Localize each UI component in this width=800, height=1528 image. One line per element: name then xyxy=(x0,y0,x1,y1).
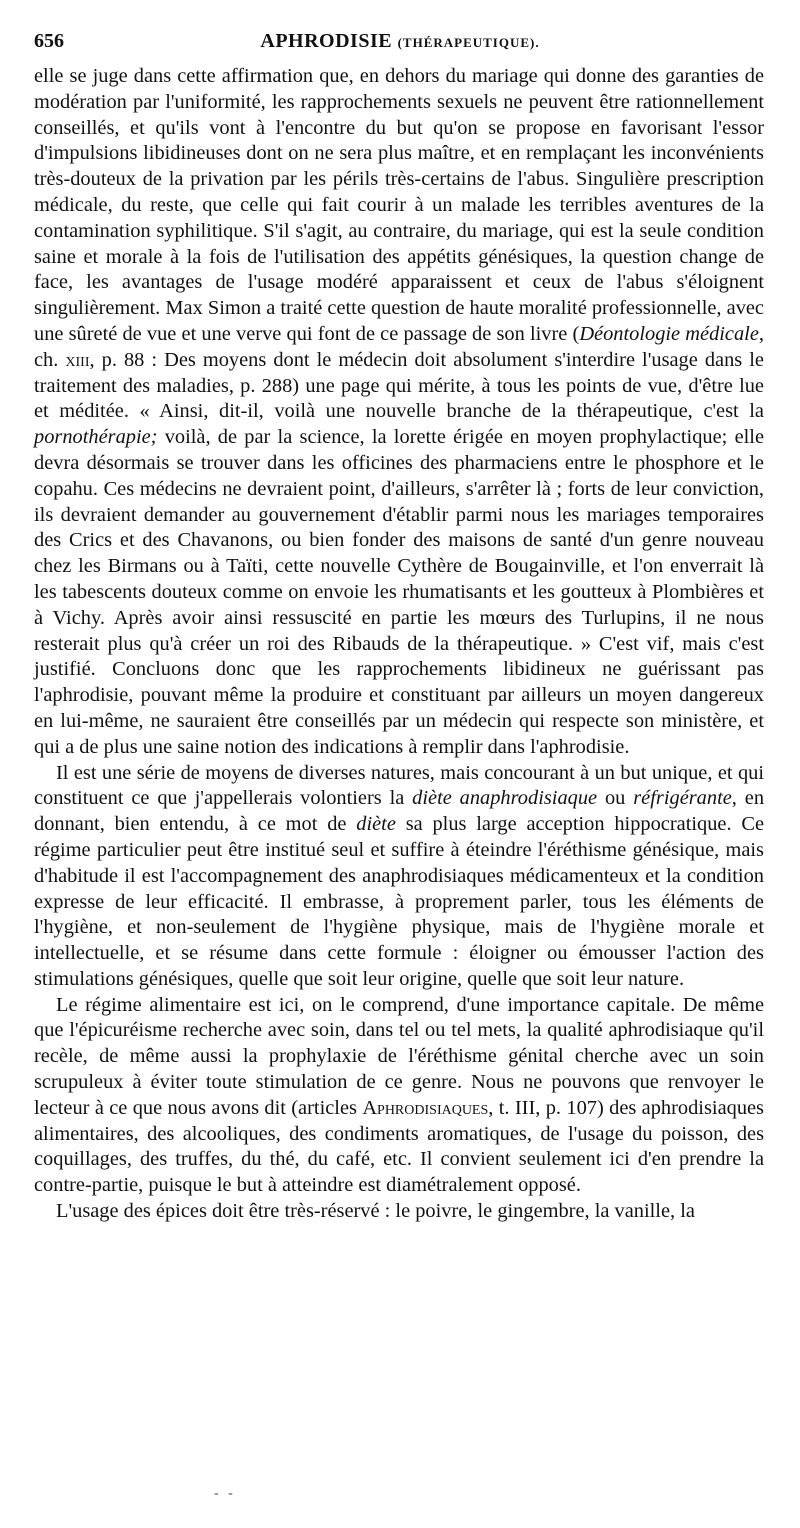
page-number: 656 xyxy=(34,30,64,52)
text-segment: ou xyxy=(597,787,634,810)
paragraph xyxy=(34,64,764,761)
italic-text: Déontologie médicale xyxy=(579,322,759,345)
italic-text: diète xyxy=(356,813,396,836)
running-head-subtitle: (THÉRAPEUTIQUE). xyxy=(397,35,540,50)
small-caps-text: xiii xyxy=(65,348,90,371)
page-header xyxy=(34,30,766,60)
text-segment: Le régime alimentaire est ici, on le comprend, d'une importance capitale. De même que l'épicuréisme recherche avec soin, dans tel ou tel mets, la qualité aphrodisiaque qu'il recèle, de même aussi la prophylaxie de l'éréthisme génital cherche avec un soin scrupuleux à éviter toute stimulation de ce genre. Nous ne pouvons que renvoyer le lecteur à ce que nous avons dit (articles xyxy=(34,993,764,1119)
footer-mark: - - xyxy=(214,1486,236,1501)
italic-text: diète anaphrodisiaque xyxy=(412,787,598,810)
italic-text: réfrigérante xyxy=(633,787,732,810)
running-head-title: APHRODISIE xyxy=(260,30,393,52)
paragraph xyxy=(34,993,764,1199)
text-segment: elle se juge dans cette affirmation que, en dehors du mariage qui donne des garanties de modération par l'uniformité, les rapprochements sexuels ne peuvent être rationnellement conseillés, et qu'ils vont à l'encontre du but qu'on se propose en favorisant l'essor d'impulsions libidineuses dont on ne sera plus maître, et en remplaçant les inconvénients très-douteux de la privation par les périls très-certains de l'abus. Singulière prescription médicale, du reste, que celle qui fait courir à un malade les terribles aventures de la contamination syphilitique. S'il s'agit, au contraire, du mariage, qui est la seule condition saine et morale à la fois de l'utilisation des appétits génésiques, la question change de face, les avantages de l'usage modéré apparaissent et ceux de l'abus s'éloignent singulièrement. Max Simon a traité cette question de haute moralité professionnelle, avec une sûreté de vue et une verve qui font de ce passage de son livre ( xyxy=(34,65,764,345)
text-segment: , p. 88 : Des moyens dont le médecin doit absolument s'interdire l'usage dans le traitement des maladies, p. 288) une page qui mérite, à tous les points de vue, d'être lue et méditée. « Ainsi, dit-il, voilà une nouvelle branche de la thérapeutique, c'est la xyxy=(34,348,764,423)
running-head xyxy=(34,30,766,53)
text-segment: , en donnant, bien entendu, à ce mot de xyxy=(34,787,765,836)
paragraph xyxy=(34,761,764,993)
italic-text: pornothérapie; xyxy=(34,426,158,449)
text-segment: L'usage des épices doit être très-réservé : le poivre, le gingembre, la vanille, la xyxy=(56,1200,695,1223)
text-segment: Il est une série de moyens de diverses natures, mais concourant à un but unique, et qui constituent ce que j'appellerais volontiers la xyxy=(34,761,764,810)
small-caps-text: Aphrodisiaques xyxy=(362,1096,489,1119)
text-segment: , t. III, p. 107) des aphrodisiaques alimentaires, des alcooliques, des condiments aromatiques, de l'usage du poisson, des coquillages, des truffes, du thé, du café, etc. Il convient seulement ici d'en prendre la contre-partie, puisque le but à atteindre est diamétralement opposé. xyxy=(34,1096,764,1197)
text-segment: voilà, de par la science, la lorette érigée en moyen prophylactique; elle devra désormais se trouver dans les officines des pharmaciens entre le phosphore et le copahu. Ces médecins ne devraient point, d'ailleurs, s'arrêter là ; forts de leur conviction, ils devraient demander au gouvernement d'établir parmi nous les mariages temporaires des Crics et des Chavanons, ou bien fonder des maisons de santé d'un genre nouveau chez les Birmans ou à Taïti, cette nouvelle Cythère de Bougainville, et l'on enverrait là les tabescents douteux comme on envoie les rhumatisants et les goutteux à Plombières et à Vichy. Après avoir ainsi ressuscité en partie les mœurs des Turlupins, il ne nous resterait plus qu'à créer un roi des Ribauds de la thérapeutique. » C'est vif, mais c'est justifié. Concluons donc que les rapprochements libidineux ne guérissant pas l'aphrodisie, pouvant même la produire et constituant par ailleurs un moyen dangereux en lui-même, ne sauraient être conseillés par un médecin qui respecte son ministère, et qui a de plus une saine notion des indications à remplir dans l'aphrodisie. xyxy=(34,426,764,758)
paragraph xyxy=(34,1199,764,1225)
body-text xyxy=(34,64,764,1225)
text-segment: , ch. xyxy=(34,322,764,371)
text-segment: sa plus large acception hippocratique. Ce régime particulier peut être institué seul et suffire à éteindre l'éréthisme génésique, mais d'habitude il est l'accompagnement des anaphrodisiaques médicamenteux et la condition expresse de leur efficacité. Il embrasse, à proprement parler, tous les éléments de l'hygiène, et non-seulement de l'hygiène physique, mais de l'hygiène morale et intellectuelle, et se résume dans cette formule : éloigner ou émousser l'action des stimulations génésiques, quelle que soit leur origine, quelle que soit leur nature. xyxy=(34,813,765,990)
